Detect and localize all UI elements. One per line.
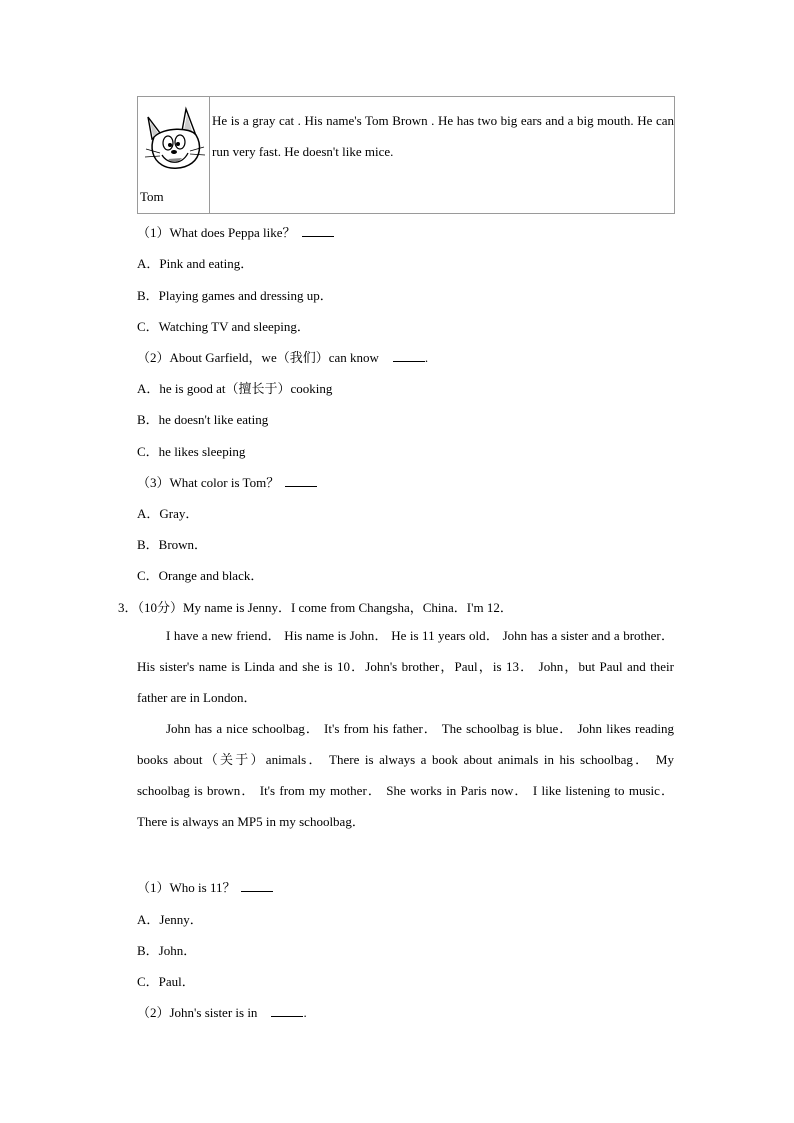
option-b: B．Playing games and dressing up． <box>137 288 333 303</box>
question-2-suffix: . <box>424 350 429 365</box>
question-5-text: （2）John's sister is in <box>137 1005 258 1020</box>
question-1-text: （1）What does Peppa like？ <box>137 225 296 240</box>
question-1 <box>137 222 334 241</box>
answer-blank[interactable] <box>302 224 334 237</box>
option-a: A．he is good at（擅长于）cooking <box>137 381 333 396</box>
option-b: B．Brown． <box>137 537 208 552</box>
question-5-suffix: . <box>303 1005 307 1020</box>
option-b: B．John． <box>137 943 197 958</box>
image-caption: Tom <box>140 189 164 204</box>
option-c: C．he likes sleeping <box>137 444 246 459</box>
question-4 <box>137 877 273 896</box>
option-a: A．Gray． <box>137 506 199 521</box>
answer-blank[interactable] <box>271 1004 303 1017</box>
image-cell <box>138 97 210 213</box>
question-4-text: （1）Who is 11？ <box>137 880 236 895</box>
question-3-text: （3）What color is Tom？ <box>137 475 280 490</box>
answer-blank[interactable] <box>241 879 273 892</box>
option-a: A．Pink and eating． <box>137 256 254 271</box>
question-3 <box>137 472 317 491</box>
section-3-heading: 3．（10分）My name is Jenny．I come from Changsha，China．I'm 12． <box>118 600 513 615</box>
passage-table <box>137 96 675 214</box>
tom-description: He is a gray cat . His name's Tom Brown . He has two big ears and a big mouth. He can run very fast. He doesn't like mice. <box>212 113 674 159</box>
tom-cat-icon <box>140 103 210 183</box>
answer-blank[interactable] <box>285 474 317 487</box>
question-2 <box>137 347 428 366</box>
option-c: C．Watching TV and sleeping． <box>137 319 310 334</box>
option-c: C．Orange and black． <box>137 568 264 583</box>
question-2-text: （2）About Garfield，we（我们）can know <box>137 350 379 365</box>
option-a: A．Jenny． <box>137 912 203 927</box>
passage-paragraph-2: John has a nice schoolbag． It's from his father． The schoolbag is blue． John likes reading books about（关于）animals． There is always a book about animals in his schoolbag． My schoolbag is brown． It's from my mother． She works in Paris now． I like listening to music． There is always an MP5 in my schoolbag． <box>137 721 674 829</box>
answer-blank[interactable] <box>393 349 425 362</box>
option-b: B．he doesn't like eating <box>137 412 269 427</box>
passage-paragraph-1: I have a new friend． His name is John． He is 11 years old． John has a sister and a brother． His sister's name is Linda and she is 10．John's brother，Paul，is 13． John，but Paul and their father are in London． <box>137 628 674 705</box>
question-5 <box>137 1002 307 1021</box>
description-cell <box>210 97 674 213</box>
option-c: C．Paul． <box>137 974 195 989</box>
